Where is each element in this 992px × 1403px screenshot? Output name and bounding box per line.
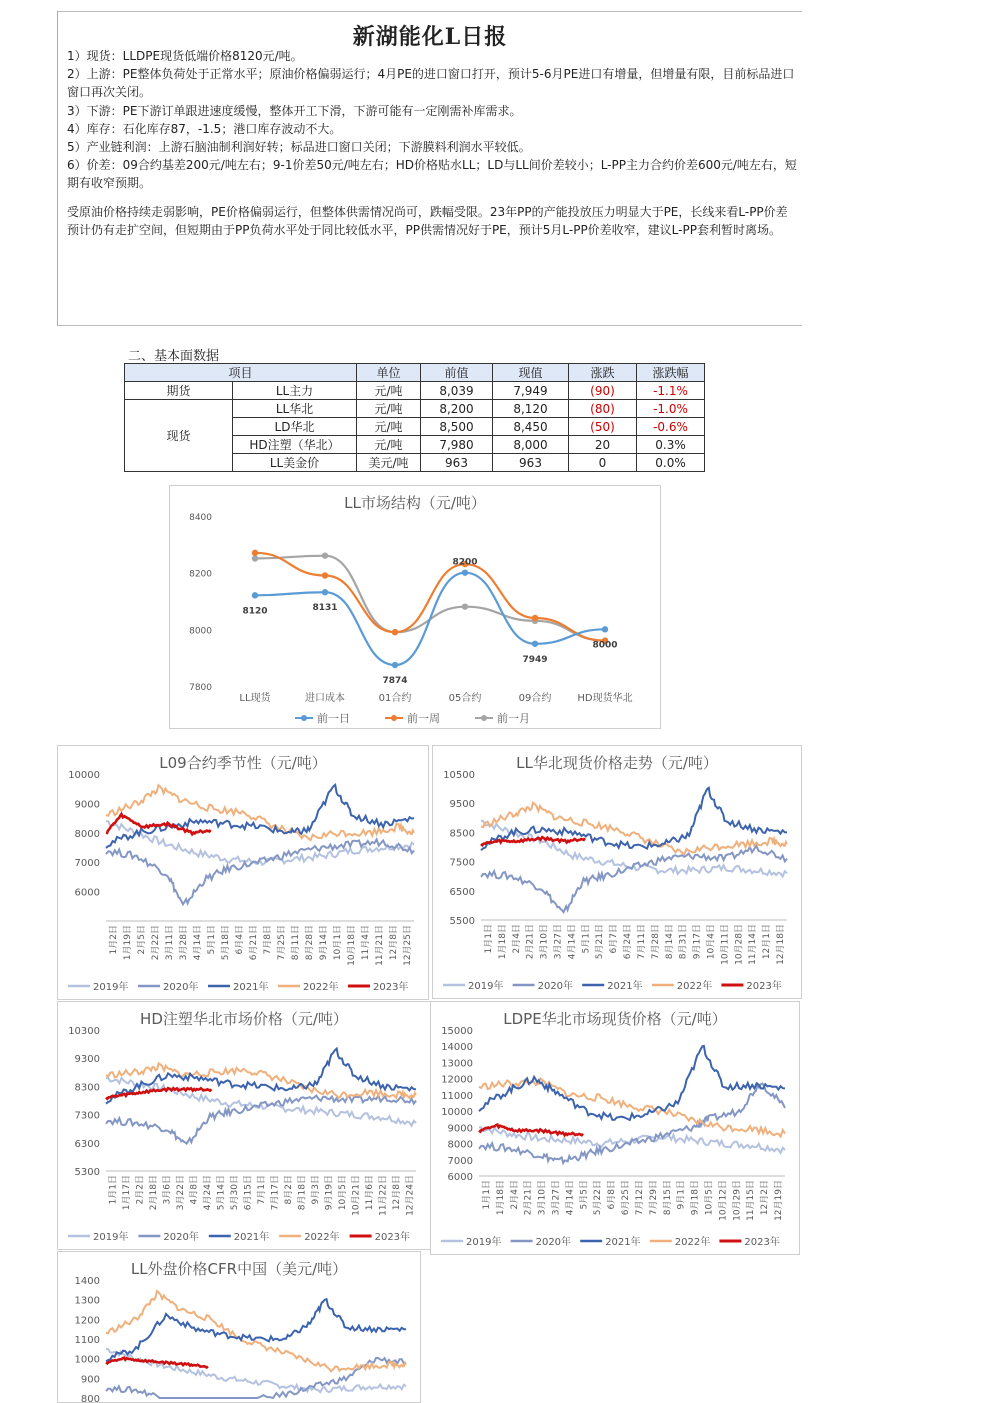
y-tick-label: 7000 — [447, 1155, 473, 1167]
x-tick-label: 1月1日 — [483, 924, 494, 954]
x-tick-label: 7月28日 — [650, 924, 661, 960]
y-tick-label: 10300 — [68, 1026, 100, 1037]
legend-label: 2022年 — [304, 1232, 340, 1243]
x-tick-label: HD现货华北 — [577, 693, 633, 704]
x-tick-label: 7月11日 — [636, 924, 647, 960]
x-tick-label: 1月18日 — [495, 1180, 506, 1216]
data-label: 7874 — [382, 676, 408, 687]
x-tick-label: 10月5日 — [704, 1180, 715, 1216]
data-point — [252, 550, 258, 556]
x-tick-label: 11月14日 — [748, 924, 759, 965]
report-line: 4）库存：石化库存87，-1.5；港口库存波动不大。 — [67, 121, 342, 136]
row-pct: 0.3% — [637, 436, 705, 454]
x-tick-label: 05合约 — [448, 693, 482, 704]
series-line-y2020 — [106, 839, 414, 904]
y-tick-label: 7500 — [449, 857, 475, 869]
legend-label: 2020年 — [535, 1237, 572, 1248]
group-spot: 现货 — [125, 400, 233, 472]
y-tick-label: 9000 — [447, 1123, 473, 1135]
x-tick-label: 4月24日 — [203, 1175, 214, 1211]
x-tick-label: 10月12日 — [718, 1180, 729, 1221]
x-tick-label: 10月28日 — [734, 924, 745, 965]
x-tick-label: 2月4日 — [511, 924, 522, 954]
y-tick-label: 5300 — [74, 1167, 100, 1178]
legend-label: 前一日 — [317, 712, 350, 725]
y-tick-label: 1300 — [74, 1295, 100, 1307]
row-unit: 元/吨 — [357, 436, 421, 454]
y-tick-label: 10500 — [443, 770, 475, 781]
y-tick-label: 7800 — [189, 683, 212, 693]
y-tick-label: 10000 — [441, 1107, 473, 1119]
x-tick-label: 2月4日 — [509, 1180, 520, 1210]
row-name: LL主力 — [233, 382, 357, 400]
table-header: 单位 — [357, 364, 421, 382]
legend-label: 2019年 — [468, 981, 504, 992]
x-tick-label: 2月5日 — [137, 925, 147, 955]
y-tick-label: 9500 — [449, 799, 475, 811]
y-tick-label: 9000 — [74, 799, 100, 811]
chart-hd-north — [57, 1001, 431, 1250]
x-tick-label: 10月11日 — [720, 924, 731, 965]
chart-svg — [433, 746, 801, 998]
chart-svg — [170, 486, 660, 728]
x-tick-label: 1月1日 — [481, 1180, 492, 1210]
report-line: 6）价差：09合约基差200元/吨左右；9-1价差50元/吨左右；HD价格贴水LL；LD与LL间价差较小；L-PP主力合约价差600元/吨左右，短期有收窄预期。 — [67, 158, 797, 191]
row-unit: 元/吨 — [357, 382, 421, 400]
x-tick-label: 1月18日 — [497, 924, 508, 960]
row-curr: 8,120 — [493, 400, 569, 418]
x-tick-label: 7月17日 — [270, 1175, 281, 1211]
y-tick-label: 7300 — [74, 1110, 100, 1122]
row-curr: 963 — [493, 454, 569, 472]
x-tick-label: 6月7日 — [609, 924, 620, 954]
table-header: 项目 — [125, 364, 357, 382]
x-tick-label: 4月14日 — [193, 925, 203, 961]
x-tick-label: 3月28日 — [179, 925, 189, 961]
table-header: 现值 — [493, 364, 569, 382]
x-tick-label: 进口成本 — [305, 693, 345, 704]
x-tick-label: 9月1日 — [676, 1180, 687, 1210]
x-tick-label: 10月1日 — [333, 925, 343, 961]
x-tick-label: 5月18日 — [221, 925, 231, 961]
x-tick-label: 3月10日 — [537, 1180, 548, 1216]
chart-svg — [431, 1002, 799, 1254]
legend-label: 2022年 — [303, 982, 339, 993]
x-tick-label: 12月8日 — [391, 1175, 402, 1211]
legend-label: 2019年 — [466, 1237, 502, 1248]
series-line-y2020 — [481, 846, 787, 912]
x-tick-label: 10月21日 — [351, 1175, 362, 1216]
x-tick-label: 8月14日 — [664, 924, 675, 960]
chart-title: LL华北现货价格走势（元/吨） — [516, 754, 718, 772]
legend-label: 2020年 — [163, 982, 199, 993]
y-tick-label: 8000 — [447, 1139, 473, 1151]
x-tick-label: 12月19日 — [774, 1180, 785, 1221]
chart-structure — [169, 485, 661, 729]
x-tick-label: 2月21日 — [523, 1180, 534, 1216]
data-point — [532, 615, 538, 621]
x-tick-label: 6月24日 — [623, 924, 634, 960]
row-name: LL华北 — [233, 400, 357, 418]
x-tick-label: 2月2日 — [135, 1175, 146, 1205]
x-tick-label: 11月22日 — [378, 1175, 389, 1216]
legend-label: 2020年 — [163, 1232, 199, 1243]
table-row — [125, 400, 705, 418]
x-tick-label: 7月1日 — [257, 1175, 267, 1205]
x-tick-label: 3月10日 — [539, 924, 550, 960]
chart-title: LL外盘价格CFR中国（美元/吨） — [130, 1260, 348, 1278]
x-tick-label: 09合约 — [518, 693, 552, 704]
table-header: 前值 — [421, 364, 493, 382]
x-tick-label: 8月11日 — [291, 925, 301, 961]
row-chg: (80) — [569, 400, 637, 418]
x-tick-label: 1月17日 — [122, 1175, 133, 1211]
x-tick-label: 8月2日 — [283, 1175, 294, 1205]
y-tick-label: 7000 — [74, 858, 100, 870]
data-point — [532, 641, 538, 647]
x-tick-label: 7月25日 — [277, 925, 287, 961]
x-tick-label: 11月15日 — [746, 1180, 757, 1221]
data-label: 8200 — [452, 557, 478, 568]
data-point — [322, 552, 328, 558]
x-tick-label: 4月8日 — [189, 1175, 200, 1205]
y-tick-label: 10000 — [68, 770, 100, 781]
row-chg: 20 — [569, 436, 637, 454]
data-point — [462, 603, 468, 609]
fundamentals-table — [124, 363, 705, 472]
group-futures: 期货 — [125, 382, 233, 400]
data-point — [252, 592, 258, 598]
x-tick-label: 10月29日 — [732, 1180, 743, 1221]
data-label: 8000 — [592, 640, 618, 651]
chart-l09 — [57, 745, 429, 1000]
data-label: 8120 — [242, 606, 268, 617]
row-prev: 7,980 — [421, 436, 493, 454]
x-tick-label: 12月8日 — [389, 925, 399, 961]
x-tick-label: 5月21日 — [595, 924, 606, 960]
y-tick-label: 1200 — [74, 1315, 100, 1327]
legend-label: 2021年 — [607, 981, 643, 992]
x-tick-label: 11月4日 — [361, 925, 371, 961]
legend-label: 前一月 — [497, 712, 530, 725]
legend-label: 前一周 — [407, 712, 440, 725]
x-tick-label: 12月25日 — [403, 925, 413, 966]
x-tick-label: 3月11日 — [165, 925, 175, 961]
series-line-y2019 — [106, 1349, 406, 1392]
row-pct: -1.0% — [637, 400, 705, 418]
row-chg: 0 — [569, 454, 637, 472]
y-tick-label: 800 — [80, 1394, 100, 1402]
legend-label: 2021年 — [605, 1237, 641, 1248]
y-tick-label: 15000 — [441, 1026, 473, 1037]
y-tick-label: 11000 — [441, 1090, 473, 1102]
x-tick-label: 2月22日 — [151, 925, 161, 961]
report-line: 5）产业链利润：上游石脑油制利润好转；标品进口窗口关闭；下游膜料利润水平较低。 — [67, 140, 531, 155]
y-tick-label: 8000 — [189, 626, 212, 637]
x-tick-label: 10月4日 — [706, 924, 717, 960]
x-tick-label: 5月30日 — [230, 1175, 241, 1211]
x-tick-label: 3月22日 — [176, 1175, 187, 1211]
data-label: 7949 — [522, 654, 548, 665]
row-prev: 8,200 — [421, 400, 493, 418]
y-tick-label: 9300 — [74, 1054, 100, 1066]
x-tick-label: 6月15日 — [243, 1175, 254, 1211]
row-pct: -0.6% — [637, 418, 705, 436]
x-tick-label: 8月28日 — [305, 925, 315, 961]
table-header-row — [125, 364, 705, 382]
legend-label: 2019年 — [93, 982, 129, 993]
chart-svg — [58, 746, 428, 999]
series-line-y2019 — [481, 821, 787, 877]
x-tick-label: 9月14日 — [319, 925, 329, 961]
y-tick-label: 6000 — [447, 1172, 473, 1183]
series-line — [255, 573, 605, 665]
x-tick-label: 6月25日 — [621, 1180, 632, 1216]
data-point — [392, 629, 398, 635]
series-line — [255, 553, 605, 641]
chart-title: LDPE华北市场现货价格（元/吨） — [503, 1010, 727, 1028]
table-header: 涨跌 — [569, 364, 637, 382]
y-tick-label: 8200 — [189, 569, 212, 580]
table-row — [125, 382, 705, 400]
y-tick-label: 1100 — [74, 1335, 100, 1346]
x-tick-label: LL现货 — [239, 693, 271, 704]
chart-title: L09合约季节性（元/吨） — [159, 754, 327, 772]
legend-label: 2020年 — [537, 981, 574, 992]
row-unit: 美元/吨 — [357, 454, 421, 472]
x-tick-label: 10月5日 — [337, 1175, 348, 1211]
legend-label: 2023年 — [746, 981, 782, 992]
x-tick-label: 10月18日 — [347, 925, 357, 966]
legend-label: 2021年 — [233, 1232, 270, 1243]
x-tick-label: 6月21日 — [249, 925, 259, 961]
chart-svg — [58, 1002, 430, 1249]
x-tick-label: 7月8日 — [263, 925, 273, 955]
y-tick-label: 5500 — [449, 916, 475, 927]
report-summary: 受原油价格持续走弱影响，PE价格偏弱运行，但整体供需情况尚可，跌幅受限。23年PP的产能投放压力明显大于PE，长线来看L-PP价差预计仍有走扩空间，但短期由于PP负荷水平处于同比较低水平，PP供需情况好于PE，预计5月L-PP价差收窄，建议L-PP套利暂时离场。 — [67, 204, 788, 237]
x-tick-label: 8月15日 — [662, 1180, 673, 1216]
legend-marker — [301, 715, 307, 721]
row-pct: -1.1% — [637, 382, 705, 400]
y-tick-label: 900 — [80, 1374, 100, 1386]
x-tick-label: 12月1日 — [762, 924, 773, 960]
report-title: 新湖能化L日报 — [352, 24, 508, 50]
y-tick-label: 8300 — [74, 1082, 100, 1094]
x-tick-label: 12月24日 — [405, 1175, 416, 1216]
row-prev: 963 — [421, 454, 493, 472]
x-tick-label: 12月2日 — [760, 1180, 771, 1216]
legend-label: 2021年 — [233, 982, 269, 993]
chart-ldpe-north — [430, 1001, 800, 1255]
table-header: 涨跌幅 — [637, 364, 705, 382]
legend-label: 2023年 — [373, 982, 409, 993]
row-curr: 8,450 — [493, 418, 569, 436]
x-tick-label: 11月21日 — [375, 925, 385, 966]
y-tick-label: 8000 — [74, 828, 100, 840]
data-point — [322, 589, 328, 595]
row-prev: 8,039 — [421, 382, 493, 400]
x-tick-label: 8月31日 — [678, 924, 689, 960]
x-tick-label: 3月27日 — [553, 924, 564, 960]
y-tick-label: 6300 — [74, 1138, 100, 1150]
series-line-y2020 — [479, 1084, 785, 1164]
x-tick-label: 6月4日 — [235, 925, 245, 955]
data-point — [462, 569, 468, 575]
x-tick-label: 9月19日 — [324, 1175, 335, 1211]
x-tick-label: 11月6日 — [364, 1175, 375, 1211]
x-tick-label: 7月29日 — [648, 1180, 659, 1216]
x-tick-label: 5月1日 — [581, 924, 592, 954]
series-line-y2023 — [479, 1125, 583, 1136]
x-tick-label: 01合约 — [378, 693, 412, 704]
report-line: 3）下游：PE下游订单跟进速度缓慢，整体开工下滑，下游可能有一定刚需补库需求。 — [67, 103, 522, 118]
y-tick-label: 1000 — [74, 1354, 100, 1366]
x-tick-label: 3月27日 — [551, 1180, 562, 1216]
x-tick-label: 8月18日 — [297, 1175, 308, 1211]
legend-label: 2023年 — [744, 1237, 780, 1248]
chart-ll-north — [432, 745, 802, 999]
x-tick-label: 9月17日 — [692, 924, 703, 960]
x-tick-label: 4月14日 — [565, 1180, 576, 1216]
legend-marker — [481, 715, 487, 721]
report-line: 2）上游：PE整体负荷处于正常水平；原油价格偏弱运行；4月PE的进口窗口打开，预计5-6月PE进口有增量，但增量有限，目前标品进口窗口再次关闭。 — [67, 67, 795, 100]
row-prev: 8,500 — [421, 418, 493, 436]
data-label: 8131 — [312, 603, 338, 614]
x-tick-label: 3月6日 — [162, 1175, 173, 1205]
x-tick-label: 9月3日 — [310, 1175, 321, 1205]
legend-label: 2022年 — [674, 1237, 711, 1248]
row-curr: 7,949 — [493, 382, 569, 400]
y-tick-label: 12000 — [441, 1074, 473, 1086]
chart-svg — [58, 1252, 420, 1402]
row-name: LD华北 — [233, 418, 357, 436]
report-box — [57, 11, 802, 326]
x-tick-label: 9月18日 — [690, 1180, 701, 1216]
x-tick-label: 5月14日 — [216, 1175, 227, 1211]
legend-label: 2023年 — [374, 1232, 411, 1243]
x-tick-label: 5月5日 — [579, 1180, 590, 1210]
x-tick-label: 12月18日 — [776, 924, 787, 965]
x-tick-label: 5月22日 — [593, 1180, 604, 1216]
series-line-y2021 — [106, 1299, 406, 1361]
chart-title: HD注塑华北市场价格（元/吨） — [140, 1010, 348, 1028]
legend-marker — [391, 715, 397, 721]
y-tick-label: 8400 — [189, 513, 212, 523]
y-tick-label: 13000 — [441, 1058, 473, 1070]
report-line: 1）现货：LLDPE现货低端价格8120元/吨。 — [67, 49, 303, 63]
report-lines — [67, 47, 797, 239]
y-tick-label: 6000 — [74, 887, 100, 899]
x-tick-label: 5月1日 — [207, 925, 217, 955]
y-tick-label: 8500 — [449, 828, 475, 840]
data-point — [392, 662, 398, 668]
row-unit: 元/吨 — [357, 400, 421, 418]
legend-label: 2019年 — [93, 1232, 129, 1243]
section-title: 二、基本面数据 — [128, 349, 220, 364]
row-name: LL美金价 — [233, 454, 357, 472]
row-chg: (90) — [569, 382, 637, 400]
x-tick-label: 1月2日 — [109, 925, 119, 955]
data-point — [322, 572, 328, 578]
row-unit: 元/吨 — [357, 418, 421, 436]
data-point — [252, 555, 258, 561]
x-tick-label: 2月18日 — [149, 1175, 160, 1211]
x-tick-label: 7月12日 — [634, 1180, 645, 1216]
row-name: HD注塑（华北） — [233, 436, 357, 454]
x-tick-label: 1月1日 — [108, 1175, 119, 1205]
y-tick-label: 14000 — [441, 1042, 473, 1054]
chart-title: LL市场结构（元/吨） — [344, 494, 486, 512]
x-tick-label: 2月21日 — [525, 924, 536, 960]
row-chg: (50) — [569, 418, 637, 436]
legend-label: 2022年 — [676, 981, 713, 992]
y-tick-label: 6500 — [449, 886, 475, 898]
y-tick-label: 1400 — [74, 1276, 100, 1287]
row-curr: 8,000 — [493, 436, 569, 454]
data-point — [602, 626, 608, 632]
x-tick-label: 1月19日 — [123, 925, 133, 961]
x-tick-label: 4月14日 — [567, 924, 578, 960]
chart-ll-cfr — [57, 1251, 421, 1403]
x-tick-label: 6月8日 — [607, 1180, 618, 1210]
row-pct: 0.0% — [637, 454, 705, 472]
